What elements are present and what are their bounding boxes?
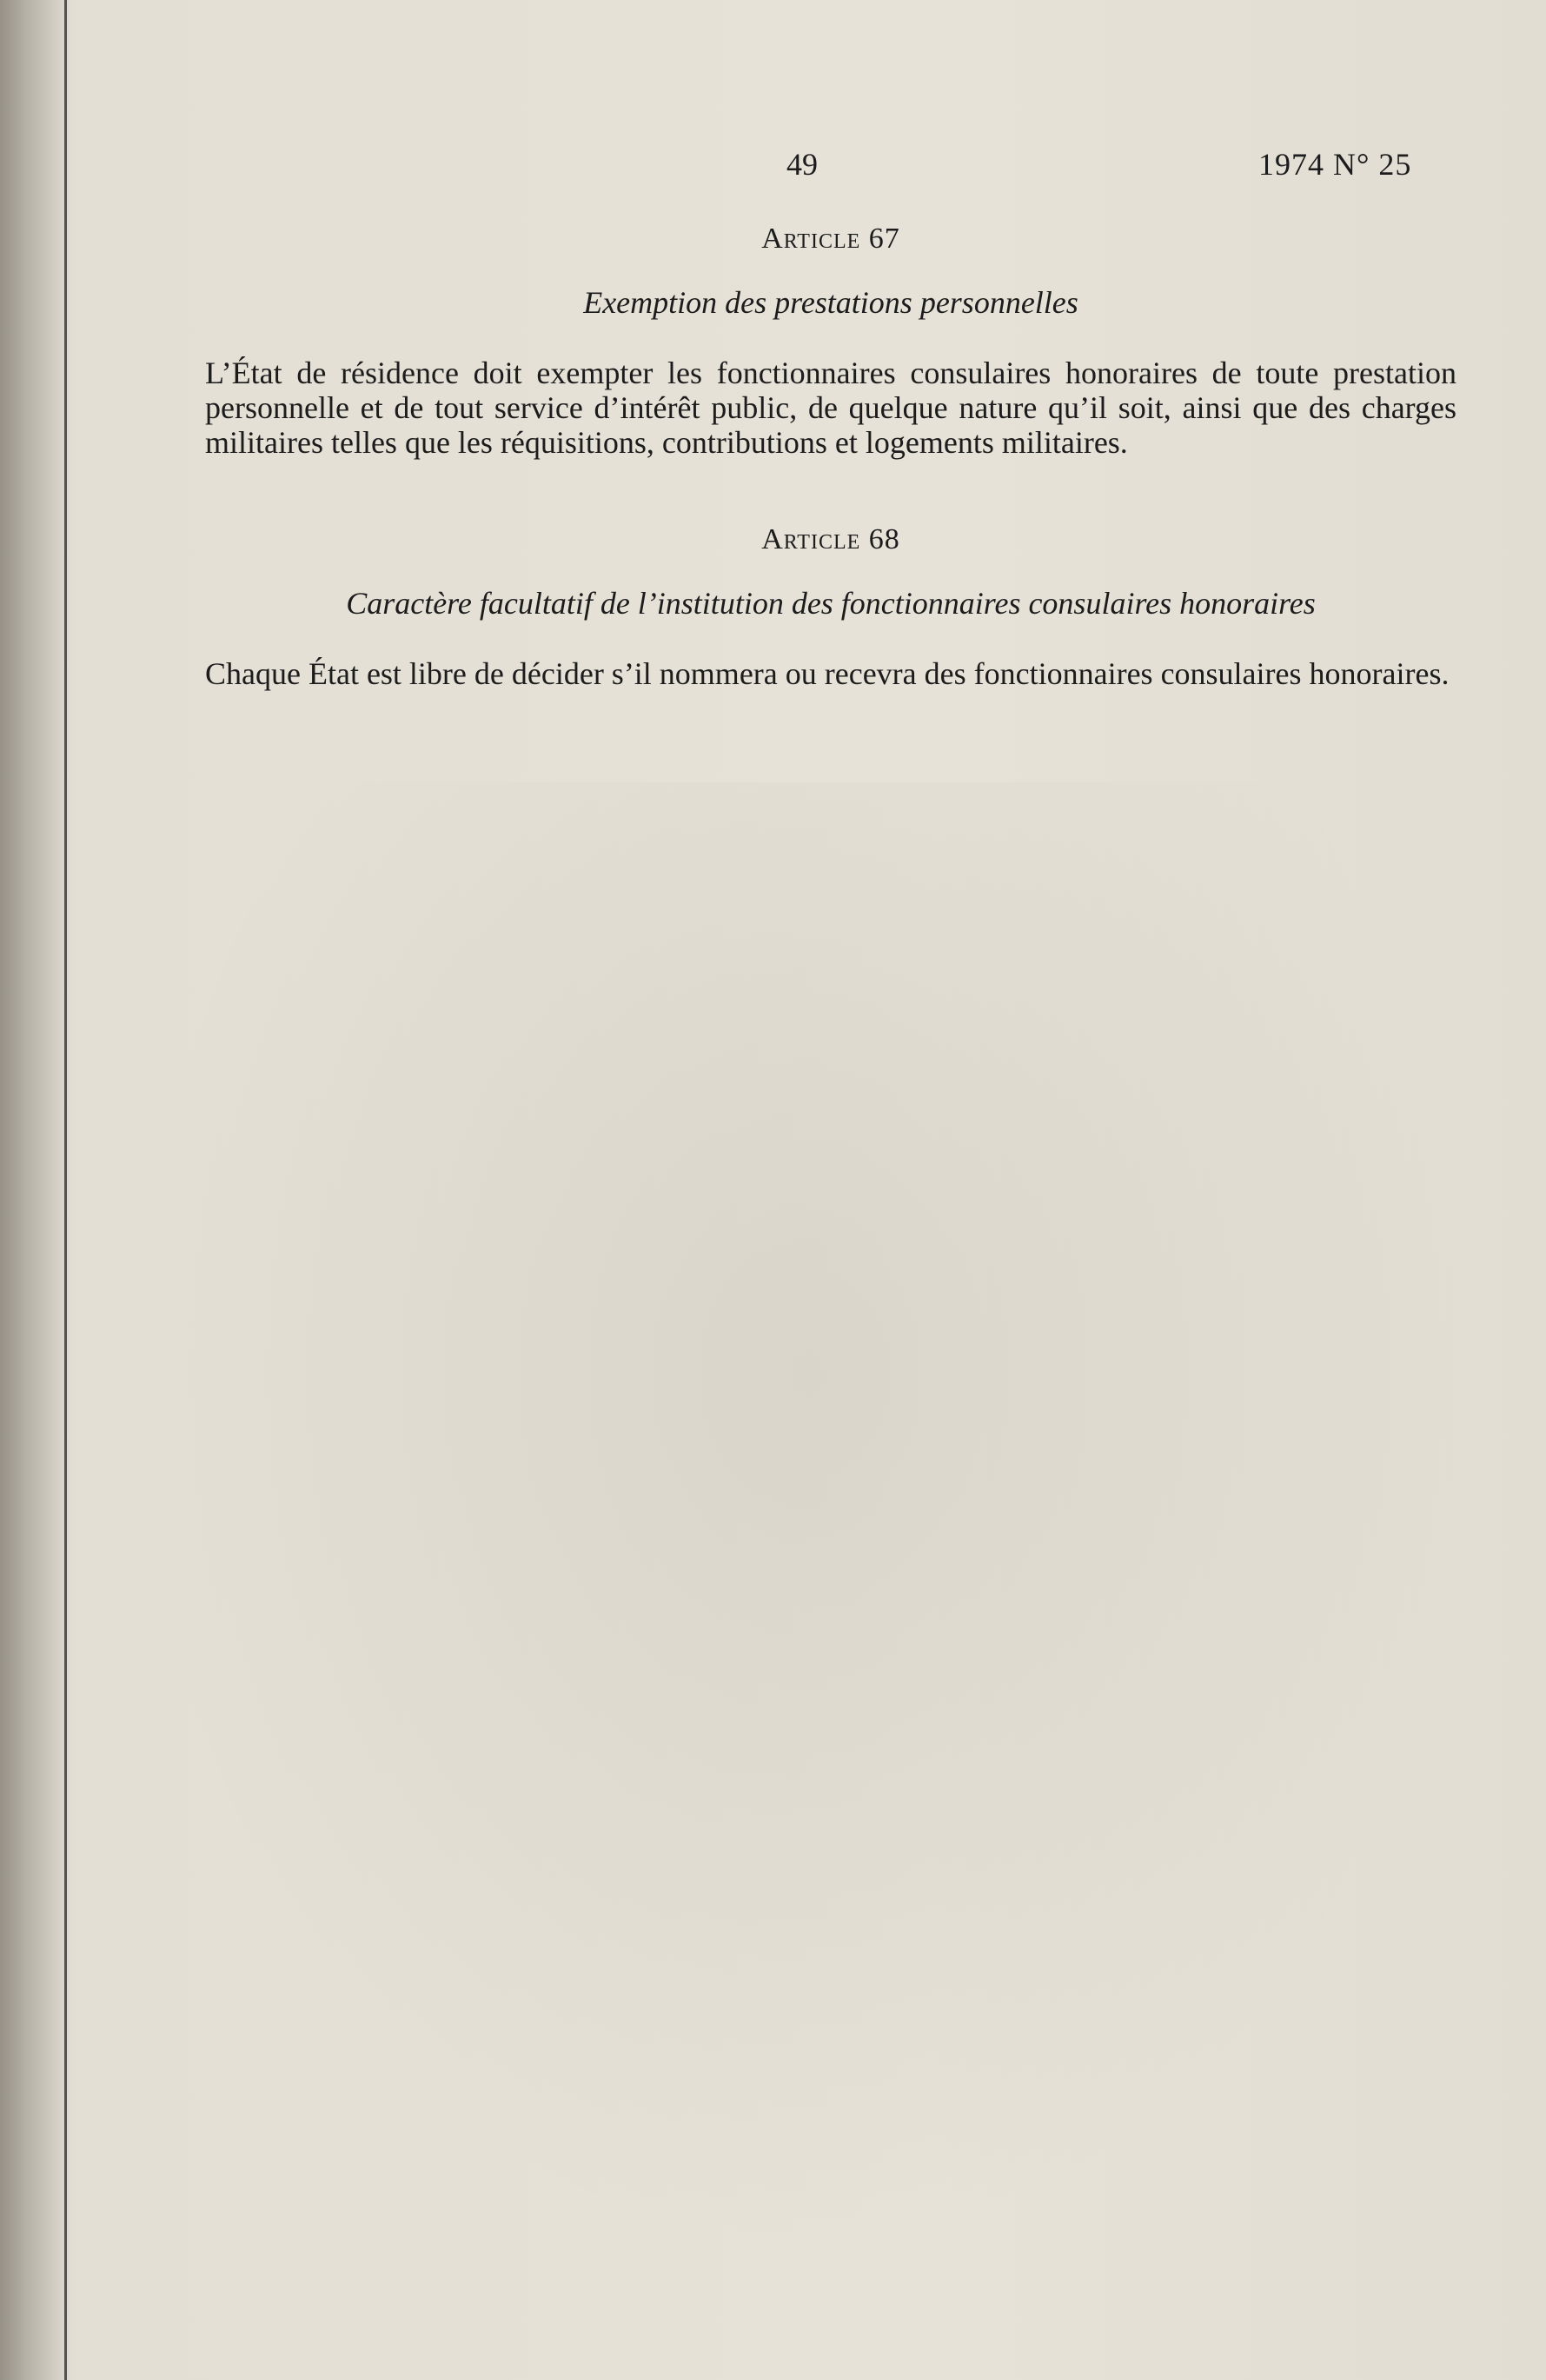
article-heading: Article 68 <box>761 523 900 555</box>
article-title: Exemption des prestations personnelles <box>583 285 1078 320</box>
article-68 <box>205 514 1456 691</box>
article-paragraph: Chaque État est libre de décider s’il nommera ou recevra des fonctionnaires consulaires honoraires. <box>205 656 1450 691</box>
article-heading: Article 67 <box>761 223 900 255</box>
article-title: Caractère facultatif de l’institution des fonctionnaires consulaires honoraires <box>346 586 1316 621</box>
show-through-area <box>130 782 1486 2260</box>
running-header <box>0 146 1546 188</box>
article-paragraph: L’État de résidence doit exempter les fonctionnaires consulaires honoraires de toute prestation personnelle et de tout service d’intérêt public, de quelque nature qu’il soit, ainsi que des charges militaires telles que les réquisitions, contributions et logements militaires. <box>205 356 1456 460</box>
binding-shadow <box>0 0 70 2380</box>
binding-edge <box>64 0 67 2380</box>
article-67 <box>205 213 1456 460</box>
page-number: 49 <box>786 147 818 182</box>
treaty-series-number: 1974 N° 25 <box>1258 147 1412 182</box>
document-body <box>205 213 1456 691</box>
